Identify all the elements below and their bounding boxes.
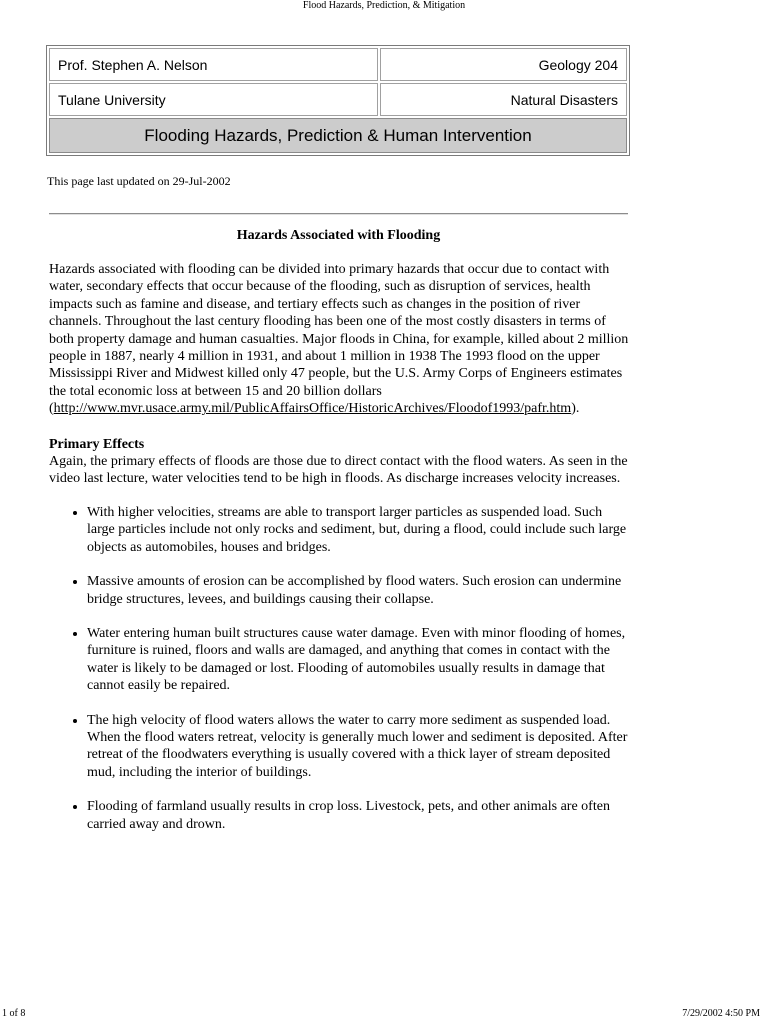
- intro-text-end: ).: [571, 401, 580, 417]
- print-header: Flood Hazards, Prediction, & Mitigation: [302, 0, 466, 11]
- primary-effects-list: [49, 504, 631, 833]
- course-cell: Geology 204: [380, 48, 627, 81]
- print-timestamp: 7/29/2002 4:50 PM: [682, 1008, 760, 1019]
- institution-cell: Tulane University: [49, 83, 378, 116]
- subject-cell: Natural Disasters: [380, 83, 627, 116]
- flood-1993-link[interactable]: http://www.mvr.usace.army.mil/PublicAffairsOffice/HistoricArchives/Floodof1993/pafr.htm: [53, 401, 572, 417]
- intro-text: Hazards associated with flooding can be divided into primary hazards that occur due to contact with water, secondary effects that occur because of the flooding, such as disruption of services, health impacts such as famine and disease, and tertiary effects such as changes in the position of river channels. Throughout the last century flooding has been one of the most costly disasters in terms of both property damage and human casualties. Major floods in China, for example, killed about 2 million people in 1887, nearly 4 million in 1931, and about 1 million in 1938 The 1993 flood on the upper Mississippi River and Midwest killed only 47 people, but the U.S. Army Corps of Engineers estimates the total economic loss at between 15 and 20 billion dollars (: [49, 262, 629, 417]
- page-number: 1 of 8: [2, 1008, 26, 1019]
- list-item: • Water entering human built structures cause water damage. Even with minor flooding of homes, furniture is ruined, floors and walls are damaged, and anything that comes in contact with the water is likely to be damaged or lost. Flooding of automobiles usually results in damage that cannot easily be repaired.: [87, 625, 631, 695]
- list-item: • Flooding of farmland usually results in crop loss. Livestock, pets, and other animals are often carried away and drown.: [87, 798, 631, 833]
- page-title: Flooding Hazards, Prediction & Human Intervention: [49, 118, 627, 153]
- author-cell: Prof. Stephen A. Nelson: [49, 48, 378, 81]
- last-updated: This page last updated on 29-Jul-2002: [47, 174, 231, 188]
- primary-effects-heading: Primary Effects: [49, 436, 145, 452]
- intro-paragraph: [49, 261, 631, 418]
- primary-effects-paragraph: Again, the primary effects of floods are those due to direct contact with the flood waters. As seen in the video last lecture, water velocities tend to be high in floods. As discharge increases velocity increases.: [49, 454, 628, 487]
- list-item: • The high velocity of flood waters allows the water to carry more sediment as suspended load. When the flood waters retreat, velocity is generally much lower and sediment is deposited. After retreat of the floodwaters everything is usually covered with a thick layer of stream deposited mud, including the interior of buildings.: [87, 712, 631, 782]
- list-item: • With higher velocities, streams are able to transport larger particles as suspended load. Such large particles include not only rocks and sediment, but, during a flood, could include such large objects as automobiles, houses and bridges.: [87, 504, 631, 556]
- list-item: • Massive amounts of erosion can be accomplished by flood waters. Such erosion can undermine bridge structures, levees, and buildings causing their collapse.: [87, 573, 631, 608]
- main-content: [49, 261, 631, 850]
- horizontal-divider: [49, 213, 628, 215]
- course-info-table: [46, 45, 630, 156]
- section-title: Hazards Associated with Flooding: [236, 228, 441, 243]
